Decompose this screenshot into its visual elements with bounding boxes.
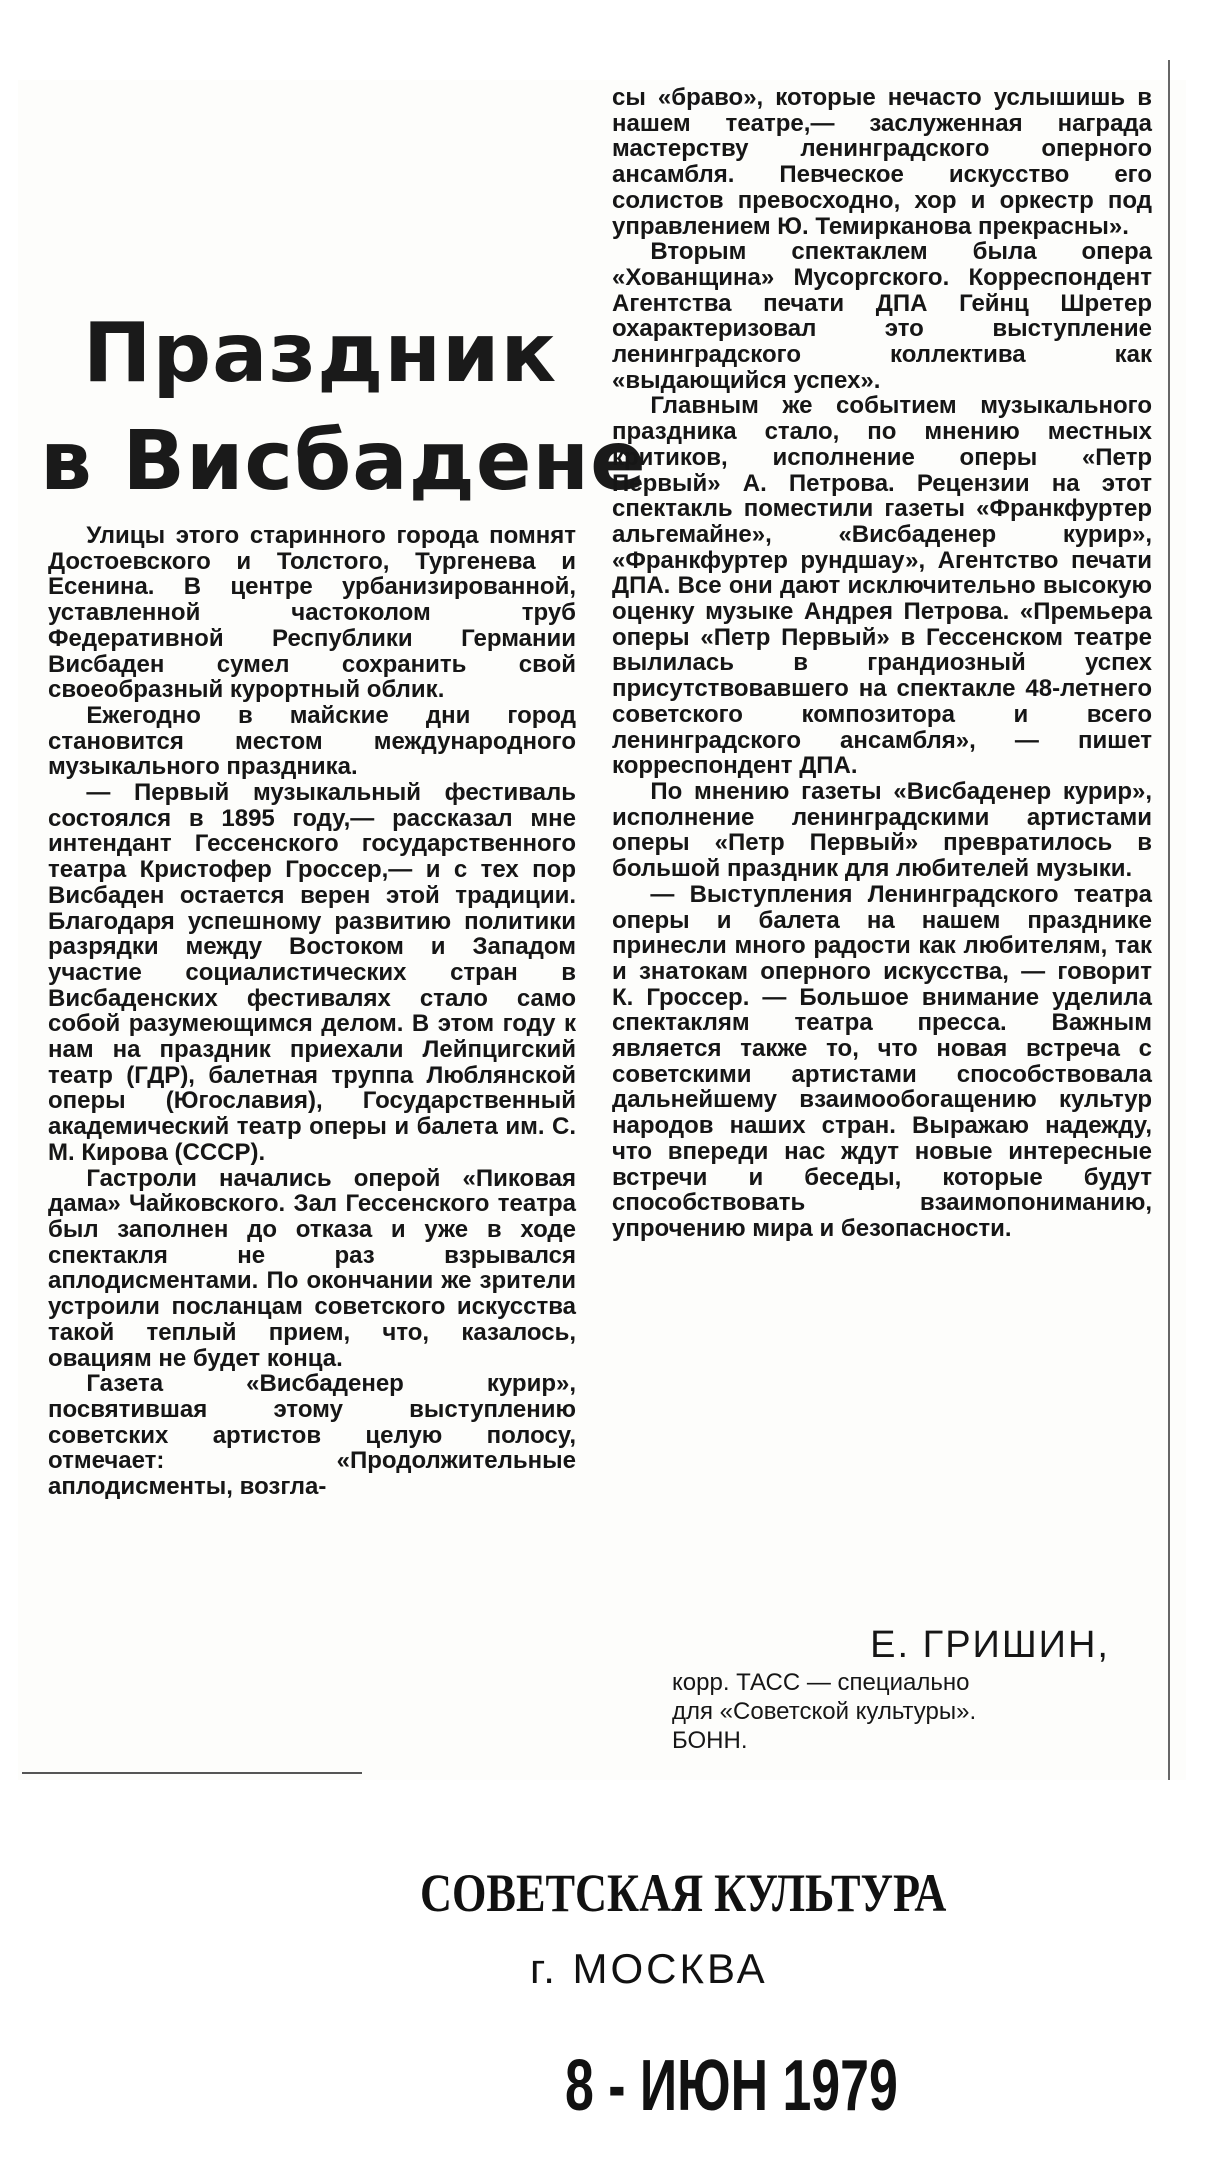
clipping-cut-line: [22, 1772, 362, 1774]
author-role: корр. ТАСС — специально: [672, 1669, 970, 1696]
paragraph: Улицы этого старинного города помнят Достоевского и Толстого, Тургенева и Есенина. В центре урбанизированной, уставленной частоколом труб Федеративной Республики Германии Висбаден сумел сохранить свой своеобразный курортный облик.: [48, 522, 576, 704]
title-line-2: в Висбадене: [40, 414, 647, 509]
paragraph: Вторым спектаклем была опера «Хованщина» Мусоргского. Корреспондент Агентства печати ДПА Гейнц Шретер охарактеризовал это выступление ленинградского коллектива как «выдающийся успех».: [612, 238, 1152, 394]
paragraph: Ежегодно в майские дни город становится местом международного музыкального праздника.: [48, 701, 576, 781]
stamp-date: 8 - ИЮН 1979: [565, 2046, 898, 2126]
stamp-newspaper: СОВЕТСКАЯ КУЛЬТУРА: [420, 1863, 947, 1923]
paragraph: Газета «Висбаденер курир», посвятившая этому выступлению советских артистов целую полосу, отмечает: «Продолжительные аплодисменты, возгла-: [48, 1370, 576, 1501]
paragraph: — Первый музыкальный фестиваль состоялся в 1895 году,— рассказал мне интендант Гессенского государственного театра Кристофер Гроссер,— и с тех пор Висбаден остается верен этой традиции. Благодаря успешному развитию политики разрядки между Востоком и Западом участие социалистических стран в Висбаденских фестивалях стало само собой разумеющимся делом. В этом году к нам на праздник приехали Лейпцигский театр (ГДР), балетная труппа Люблянской оперы (Югославия), Государственный академический театр оперы и балета им. С. М. Кирова (СССР).: [48, 779, 576, 1166]
article-column-right: [612, 85, 1152, 1242]
stamp-city: г. МОСКВА: [530, 1945, 768, 1992]
author-for: для «Советской культуры».: [672, 1698, 977, 1725]
article-title: [40, 300, 647, 516]
author-city: БОНН.: [672, 1727, 748, 1754]
author-name: Е. ГРИШИН,: [870, 1624, 1110, 1666]
paragraph: Гастроли начались оперой «Пиковая дама» Чайковского. Зал Гессенского театра был заполнен до отказа и уже в ходе спектакля не раз взрывался аплодисментами. По окончании же зрители устроили посланцам советского искусства такой теплый прием, что, казалось, овациям не будет конца.: [48, 1164, 576, 1372]
author-signature: [660, 1622, 1180, 1755]
title-line-1: Праздник: [82, 306, 558, 401]
paragraph: сы «браво», которые нечасто услышишь в нашем театре,— заслуженная награда мастерству ленинградского оперного ансамбля. Певческое искусство его солистов превосходно, хор и оркестр под управлением Ю. Темирканова прекрасны».: [612, 84, 1152, 240]
column-edge-rule: [1168, 60, 1170, 1780]
paragraph: Главным же событием музыкального праздника стало, по мнению местных критиков, исполнение оперы «Петр Первый» А. Петрова. Рецензии на этот спектакль поместили газеты «Франкфуртер альгемайне», «Висбаденер курир», «Франкфуртер рундшау», Агентство печати ДПА. Все они дают исключительно высокую оценку музыке Андрея Петрова. «Премьера оперы «Петр Первый» в Гессенском театре вылилась в грандиозный успех присутствовавшего на спектакле 48-летнего советского композитора и всего ленинградского ансамбля», — пишет корреспондент ДПА.: [612, 392, 1152, 780]
article-column-left: [48, 523, 576, 1500]
paragraph: По мнению газеты «Висбаденер курир», исполнение ленинградскими артистами оперы «Петр Первый» превратилось в большой праздник для любителей музыки.: [612, 777, 1152, 883]
paragraph: — Выступления Ленинградского театра оперы и балета на нашем празднике принесли много радости как любителям, так и знатокам оперного искусства, — говорит К. Гроссер. — Большое внимание уделила спектаклям театра пресса. Важным является также то, что новая встреча с советскими артистами способствовала дальнейшему взаимообогащению культур народов наших стран. Выражаю надежду, что впереди нас ждут новые интересные встречи и беседы, которые будут способствовать взаимопониманию, упрочению мира и безопасности.: [612, 880, 1152, 1242]
